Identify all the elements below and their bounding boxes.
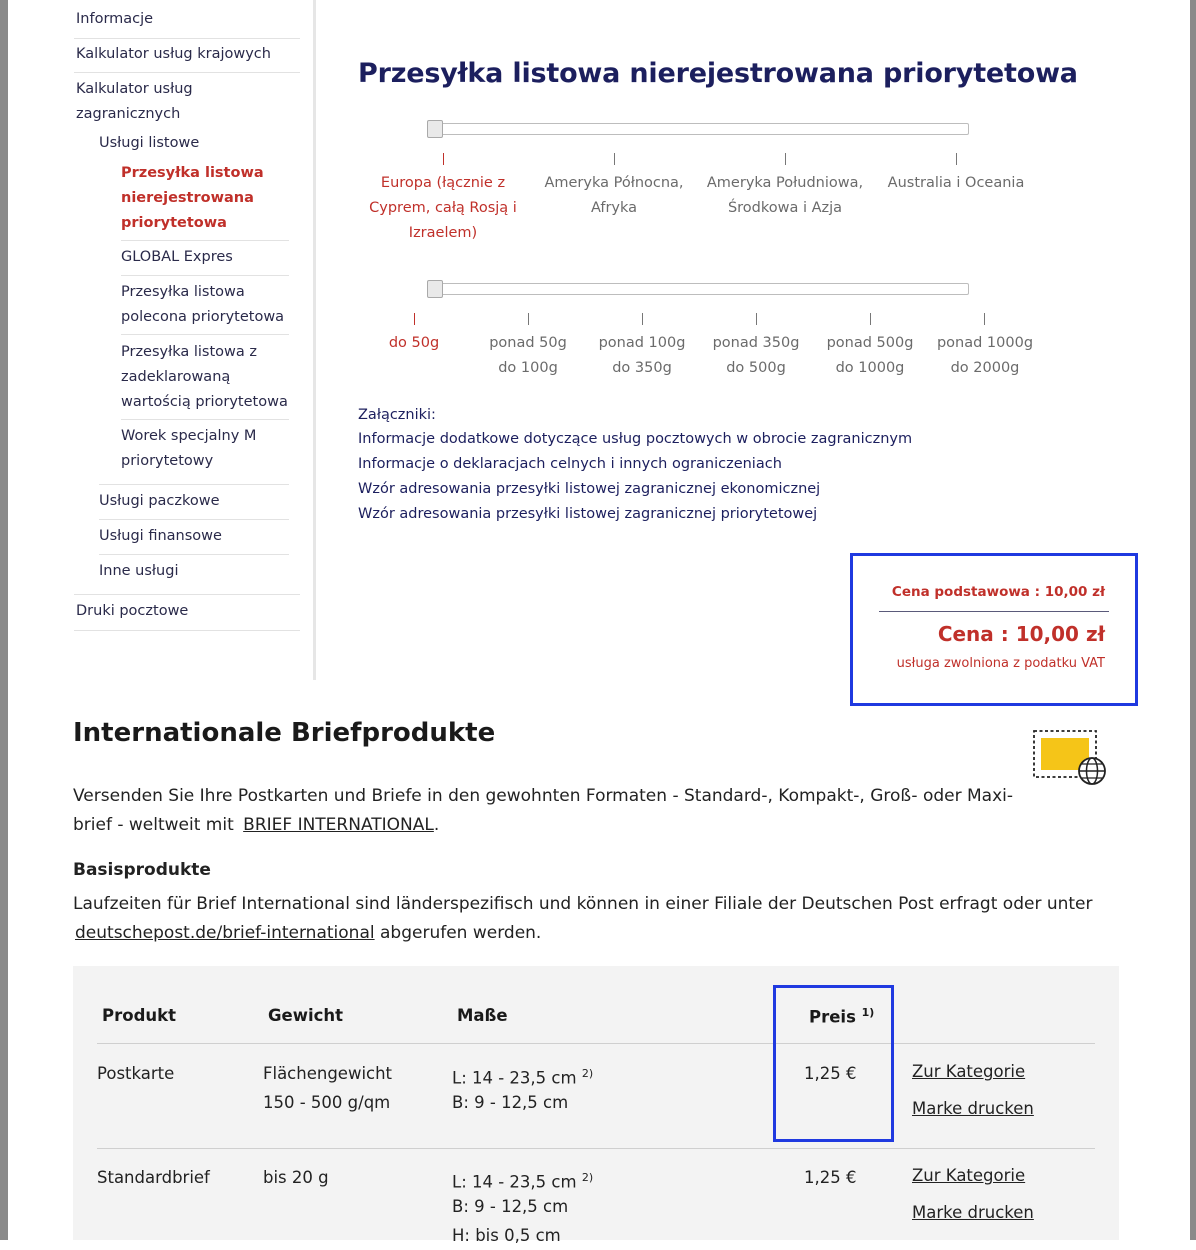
header-gewicht: Gewicht bbox=[268, 1006, 344, 1025]
cell-masse: B: 9 - 12,5 cm bbox=[452, 1093, 569, 1112]
zone-tick bbox=[785, 153, 786, 165]
sidebar-vertical-divider bbox=[313, 0, 316, 680]
weight-tick bbox=[528, 313, 529, 325]
header-preis-footnote: 1) bbox=[861, 1006, 875, 1019]
base-price: Cena podstawowa : 10,00 zł bbox=[891, 584, 1105, 600]
cell-masse: B: 9 - 12,5 cm bbox=[452, 1197, 569, 1216]
laufzeiten-line-1: Laufzeiten für Brief International sind länderspezifisch und können in einer Filiale der Deutschen Post erfragt oder unter bbox=[73, 894, 1093, 914]
basisprodukte-heading: Basisprodukte bbox=[73, 860, 211, 880]
attachment-link[interactable]: Informacje dodatkowe dotyczące usług pocztowych w obrocie zagranicznym bbox=[358, 431, 913, 447]
attachments-heading: Załączniki: bbox=[358, 407, 436, 423]
sidebar-item-inne-uslugi[interactable]: Inne usługi bbox=[99, 563, 179, 579]
zone-option-ameryka-poludniowa[interactable]: Ameryka Południowa, Środkowa i Azja bbox=[706, 175, 864, 216]
window-frame-right bbox=[1190, 0, 1196, 1240]
sidebar-item-druki-pocztowe[interactable]: Druki pocztowe bbox=[76, 603, 189, 619]
zone-option-australia[interactable]: Australia i Oceania bbox=[887, 175, 1025, 191]
cell-gewicht: bis 20 g bbox=[263, 1168, 329, 1187]
brief-international-url-link[interactable]: deutschepost.de/brief-international bbox=[75, 923, 375, 943]
sidebar-item-kalkulator-zagraniczny[interactable]: Kalkulator usług zagranicznych bbox=[76, 81, 193, 122]
weight-tick bbox=[756, 313, 757, 325]
total-price: Cena : 10,00 zł bbox=[937, 622, 1105, 646]
sidebar-divider bbox=[74, 72, 300, 73]
sidebar-divider bbox=[99, 554, 289, 555]
sidebar-divider bbox=[121, 240, 289, 241]
weight-option-500g[interactable]: ponad 350g do 500g bbox=[712, 335, 800, 376]
price-highlight-box bbox=[850, 553, 1138, 706]
weight-option-2000g[interactable]: ponad 1000g do 2000g bbox=[936, 335, 1034, 376]
sidebar-divider bbox=[74, 630, 300, 631]
intro-line-1: Versenden Sie Ihre Postkarten und Briefe in den gewohnten Formaten - Standard-, Kompakt-, Groß- oder Maxi- bbox=[73, 786, 1013, 806]
weight-slider[interactable] bbox=[427, 283, 969, 295]
cell-gewicht: Flächengewicht bbox=[263, 1064, 393, 1083]
weight-option-1000g[interactable]: ponad 500g do 1000g bbox=[826, 335, 914, 376]
zone-slider[interactable] bbox=[427, 123, 969, 135]
sidebar-item-informacje[interactable]: Informacje bbox=[76, 11, 154, 27]
sidebar-divider bbox=[74, 594, 300, 595]
cell-masse-length: L: 14 - 23,5 cm bbox=[452, 1172, 577, 1192]
zone-tick bbox=[443, 153, 444, 165]
header-produkt: Produkt bbox=[102, 1006, 176, 1025]
zone-tick bbox=[614, 153, 615, 165]
attachment-link[interactable]: Informacje o deklaracjach celnych i innych ograniczeniach bbox=[358, 456, 782, 472]
table-row-divider bbox=[97, 1043, 1095, 1044]
cell-produkt: Standardbrief bbox=[97, 1168, 210, 1187]
price-divider bbox=[879, 611, 1109, 612]
zur-kategorie-link[interactable]: Zur Kategorie bbox=[912, 1166, 1026, 1185]
sidebar-divider bbox=[99, 519, 289, 520]
zone-slider-handle[interactable] bbox=[427, 120, 443, 138]
sidebar-divider bbox=[74, 38, 300, 39]
preis-highlight-box bbox=[773, 985, 894, 1142]
sidebar-item-uslugi-finansowe[interactable]: Usługi finansowe bbox=[99, 528, 222, 544]
intro-text: brief - weltweit mit bbox=[73, 815, 234, 835]
sidebar-item-kalkulator-krajowy[interactable]: Kalkulator usług krajowych bbox=[76, 46, 271, 62]
cell-produkt: Postkarte bbox=[97, 1064, 175, 1083]
weight-tick bbox=[642, 313, 643, 325]
cell-masse-footnote: 2) bbox=[581, 1067, 594, 1080]
weight-tick bbox=[870, 313, 871, 325]
brief-international-link[interactable]: BRIEF INTERNATIONAL bbox=[243, 815, 434, 835]
sidebar-item-uslugi-listowe[interactable]: Usługi listowe bbox=[99, 135, 200, 151]
weight-option-100g[interactable]: ponad 50g do 100g bbox=[489, 335, 567, 376]
sidebar-divider bbox=[121, 334, 289, 335]
header-masse: Maße bbox=[457, 1006, 508, 1025]
table-row-divider bbox=[97, 1148, 1095, 1149]
marke-drucken-link[interactable]: Marke drucken bbox=[912, 1099, 1034, 1118]
header-preis-label: Preis bbox=[809, 1007, 856, 1027]
sidebar-divider bbox=[99, 484, 289, 485]
weight-slider-handle[interactable] bbox=[427, 280, 443, 298]
cell-masse: H: bis 0,5 cm bbox=[452, 1226, 561, 1245]
sidebar-item-active-nierejestrowana[interactable]: Przesyłka listowa nierejestrowana priorytetowa bbox=[121, 165, 264, 231]
zone-option-europa[interactable]: Europa (łącznie z Cyprem, całą Rosją i Izraelem) bbox=[369, 175, 517, 241]
laufzeiten-line-2 bbox=[73, 919, 541, 948]
sidebar-item-global-expres[interactable]: GLOBAL Expres bbox=[121, 249, 233, 265]
zur-kategorie-link[interactable]: Zur Kategorie bbox=[912, 1062, 1026, 1081]
sidebar-item-polecona[interactable]: Przesyłka listowa polecona priorytetowa bbox=[121, 284, 285, 325]
sidebar-item-uslugi-paczkowe[interactable]: Usługi paczkowe bbox=[99, 493, 220, 509]
intro-period: . bbox=[433, 815, 440, 835]
weight-tick bbox=[414, 313, 415, 325]
weight-option-350g[interactable]: ponad 100g do 350g bbox=[598, 335, 686, 376]
attachment-link[interactable]: Wzór adresowania przesyłki listowej zagranicznej ekonomicznej bbox=[358, 481, 821, 497]
cell-masse-length: L: 14 - 23,5 cm bbox=[452, 1068, 577, 1088]
intro-line-2 bbox=[73, 811, 439, 840]
sidebar-divider bbox=[121, 419, 289, 420]
sidebar-divider bbox=[121, 275, 289, 276]
sidebar-item-zadeklarowana[interactable]: Przesyłka listowa z zadeklarowaną wartością priorytetowa bbox=[121, 344, 288, 410]
stamp-globe-icon bbox=[1030, 728, 1110, 788]
weight-tick bbox=[984, 313, 985, 325]
weight-option-50g[interactable]: do 50g bbox=[388, 335, 440, 351]
cell-masse-footnote: 2) bbox=[581, 1171, 594, 1184]
attachment-link[interactable]: Wzór adresowania przesyłki listowej zagranicznej priorytetowej bbox=[358, 506, 818, 522]
cell-preis: 1,25 € bbox=[804, 1064, 857, 1083]
sidebar-item-worek-specjalny[interactable]: Worek specjalny M priorytetowy bbox=[121, 428, 257, 469]
marke-drucken-link[interactable]: Marke drucken bbox=[912, 1203, 1034, 1222]
vat-note: usługa zwolniona z podatku VAT bbox=[896, 656, 1105, 671]
page-title: Przesyłka listowa nierejestrowana priorytetowa bbox=[358, 58, 1078, 89]
laufzeiten-suffix: abgerufen werden. bbox=[380, 923, 542, 943]
cell-gewicht: 150 - 500 g/qm bbox=[263, 1093, 391, 1112]
cell-preis: 1,25 € bbox=[804, 1168, 857, 1187]
window-frame-left bbox=[0, 0, 8, 1240]
section-title: Internationale Briefprodukte bbox=[73, 718, 496, 748]
zone-tick bbox=[956, 153, 957, 165]
zone-option-ameryka-polnocna[interactable]: Ameryka Północna, Afryka bbox=[544, 175, 684, 216]
